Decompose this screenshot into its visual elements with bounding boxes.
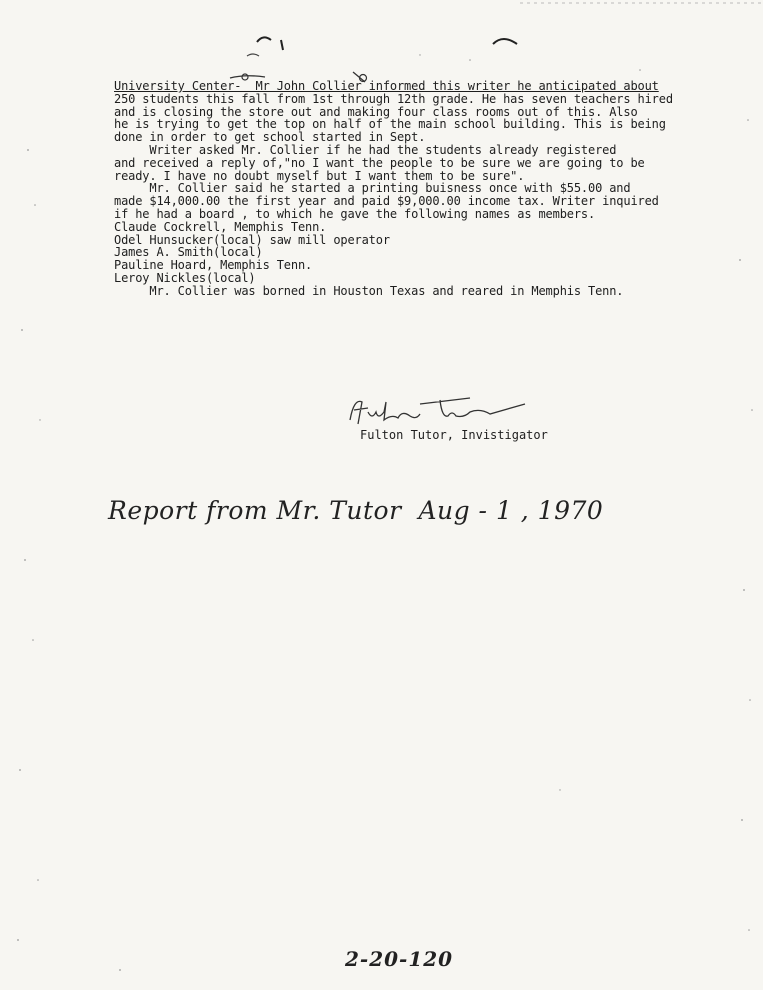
report-line: James A. Smith(local)	[114, 245, 263, 260]
top-hand-mark	[245, 30, 545, 70]
signature-typed-name: Fulton Tutor, Invistigator	[360, 428, 548, 442]
report-line: Pauline Hoard, Memphis Tenn.	[114, 258, 313, 273]
report-line: ready. I have no doubt myself but I want them to be sure".	[114, 168, 525, 183]
report-line: and is closing the store out and making four class rooms out of this. Also	[114, 104, 638, 119]
handwritten-signature	[340, 390, 540, 432]
report-line: Claude Cockrell, Memphis Tenn.	[114, 219, 327, 234]
report-line: Mr. Collier said he started a printing buisness once with $55.00 and	[114, 181, 631, 196]
report-line: Writer asked Mr. Collier if he had the students already registered	[114, 142, 617, 157]
report-line: he is trying to get the top on half of the main school building. This is being	[114, 117, 666, 132]
report-line: done in order to get school started in Sept.	[114, 130, 426, 145]
report-line: Leroy Nickles(local)	[114, 270, 256, 285]
report-line: Odel Hunsucker(local) saw mill operator	[114, 232, 390, 247]
report-line: if he had a board , to which he gave the following names as members.	[114, 206, 596, 221]
report-line: University Center- Mr John Collier informed this writer he anticipated about	[114, 79, 659, 93]
report-body	[114, 80, 694, 298]
report-line: 250 students this fall from 1st through 12th grade. He has seven teachers hired	[114, 91, 673, 106]
report-line: made $14,000.00 the first year and paid $9,000.00 income tax. Writer inquired	[114, 194, 659, 209]
report-line: and received a reply of,"no I want the people to be sure we are going to be	[114, 155, 645, 170]
report-line: Mr. Collier was borned in Houston Texas and reared in Memphis Tenn.	[114, 283, 624, 298]
handwritten-note: Report from Mr. Tutor Aug - 1 , 1970	[108, 496, 604, 525]
file-number: 2-20-120	[345, 947, 454, 971]
